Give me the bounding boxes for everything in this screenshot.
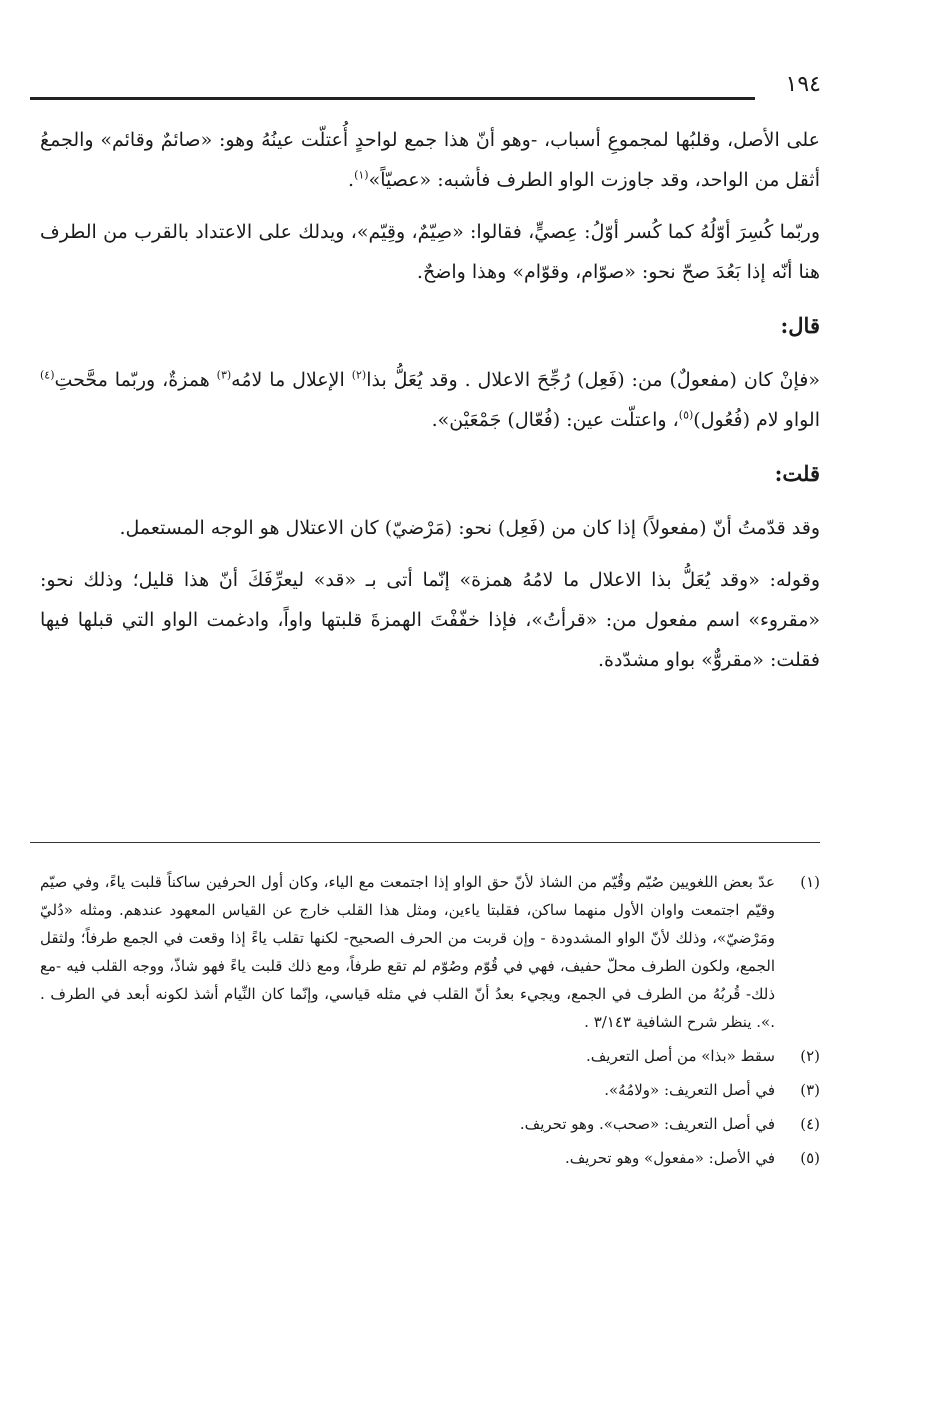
footnote-ref-4[interactable]: (٤)	[40, 368, 55, 382]
page-number: ١٩٤	[785, 72, 821, 97]
paragraph-5: وقوله: «وقد يُعَلُّ بذا الاعلال ما لامُهُ همزة» إنّما أتى بـ «قد» ليعرِّفَكَ أنّ هذا قليل؛ وذلك نحو: «مقروء» اسم مفعول من: «قرأتُ»، فإذا خفّفْتَ الهمزةَ قلبتها واواً، وادغمت الواو التي قبلها فيها فقلت: «مقروٌّ» بواو مشدّدة.	[40, 569, 820, 671]
main-text	[40, 120, 820, 692]
footnote-3	[40, 1076, 820, 1104]
footnote-rule	[30, 842, 820, 843]
paragraph-2: وربّما كُسِرَ أوّلُهُ كما كُسر أوّلُ: عِصيٍّ، فقالوا: «صِيّمٌ، وقِيّم»، ويدلك على الاعتداد بالقرب من الطرف هنا أنّه إذا بَعُدَ صحّ نحو: «صوّام، وقوّام» وهذا واضحٌ.	[40, 221, 820, 283]
quote-part-b: الإعلال ما لامُه	[231, 369, 352, 391]
footnote-1	[40, 868, 820, 1036]
footnote-number: (٤)	[800, 1115, 820, 1133]
quote-part-d: الواو لام (فُعُول)	[693, 409, 820, 431]
quote-part-c: همزةٌ، وربّما محَّحتِ	[54, 369, 217, 391]
footnote-text: عدّ بعض اللغويين صُيّم وقُيّم من الشاذ لأنّ حق الواو إذا اجتمعت مع الياء، وكان أول الحرفين ساكناً قلبت ياءً، وفي صيّم وقيّم اجتمعت واوان الأول منهما ساكن، فقلبتا ياءين، ومثل هذا القلب خارج عن القياس المعهود عندهم. ومثله «دُليّ ومَرْضيّ»، وذلك لأنّ الواو المشدودة - وإن قربت من الحرف الصحيح- لكنها تقلب ياءً إذا وقعت في الجمع طرفاً؛ ولثقل الجمع، ولكون الطرف محلّ حفيف، فهي في قُوّم وصُوّم لم تقع طرفاً، ومع ذلك قلبت ياءً فهو شاذّ، ووجه القلب فيه -مع ذلك- قُربُهُ من الطرف في الجمع، ويجيء بعدُ أنّ القلب في مثله قياسي، وإنّما كان النِّيام أشذ لكونه أبعد في الطرف . .». ينظر شرح الشافية ٣/١٤٣ .	[40, 873, 775, 1031]
footnote-text: في أصل التعريف: «ولامُهُ».	[604, 1081, 775, 1099]
quote-part-a: «فإنْ كان (مفعولٌ) من: (فَعِل) رُجِّحَ الاعلال . وقد يُعَلُّ بذا	[366, 369, 820, 391]
footnote-number: (٣)	[800, 1081, 820, 1099]
footnote-number: (١)	[800, 873, 820, 891]
footnote-ref-5[interactable]: (٥)	[678, 408, 694, 422]
quote-part-e: ، واعتلّت عين: (فُعّال) جَمْعَيْن».	[431, 409, 679, 431]
paragraph-1-end: .	[348, 169, 355, 191]
footnote-ref-2[interactable]: (٢)	[351, 368, 367, 382]
footnote-4	[40, 1110, 820, 1138]
header-rule	[30, 97, 755, 100]
footnote-number: (٥)	[800, 1149, 820, 1167]
footnote-text: سقط «بذا» من أصل التعريف.	[585, 1047, 775, 1065]
footnote-number: (٢)	[800, 1047, 820, 1065]
footnote-text: في الأصل: «مفعول» وهو تحريف.	[565, 1149, 775, 1167]
heading-qal: قال:	[780, 313, 820, 338]
paragraph-quote	[40, 360, 820, 440]
heading-qult: قلت:	[774, 461, 820, 486]
paragraph-4: وقد قدّمتُ أنّ (مفعولاً) إذا كان من (فَعِل) نحو: (مَرْضيّ) كان الاعتلال هو الوجه المستعمل.	[119, 517, 820, 539]
paragraph-1-text: على الأصل، وقلبُها لمجموعِ أسباب، -وهو أنّ هذا جمع لواحدٍ أُعتلّت عينُهُ وهو: «صائمٌ وقائم» والجمعُ أثقل من الواحد، وقد جاوزت الواو الطرف فأشبه: «عصيّاً»	[40, 129, 820, 191]
footnote-2	[40, 1042, 820, 1070]
paragraph-1	[40, 120, 820, 200]
footnote-ref-3[interactable]: (٣)	[216, 368, 232, 382]
footnote-ref-1[interactable]: (١)	[354, 168, 369, 182]
footnote-text: في أصل التعريف: «صحب». وهو تحريف.	[519, 1115, 775, 1133]
footnote-5	[40, 1144, 820, 1172]
footnotes	[40, 868, 820, 1178]
